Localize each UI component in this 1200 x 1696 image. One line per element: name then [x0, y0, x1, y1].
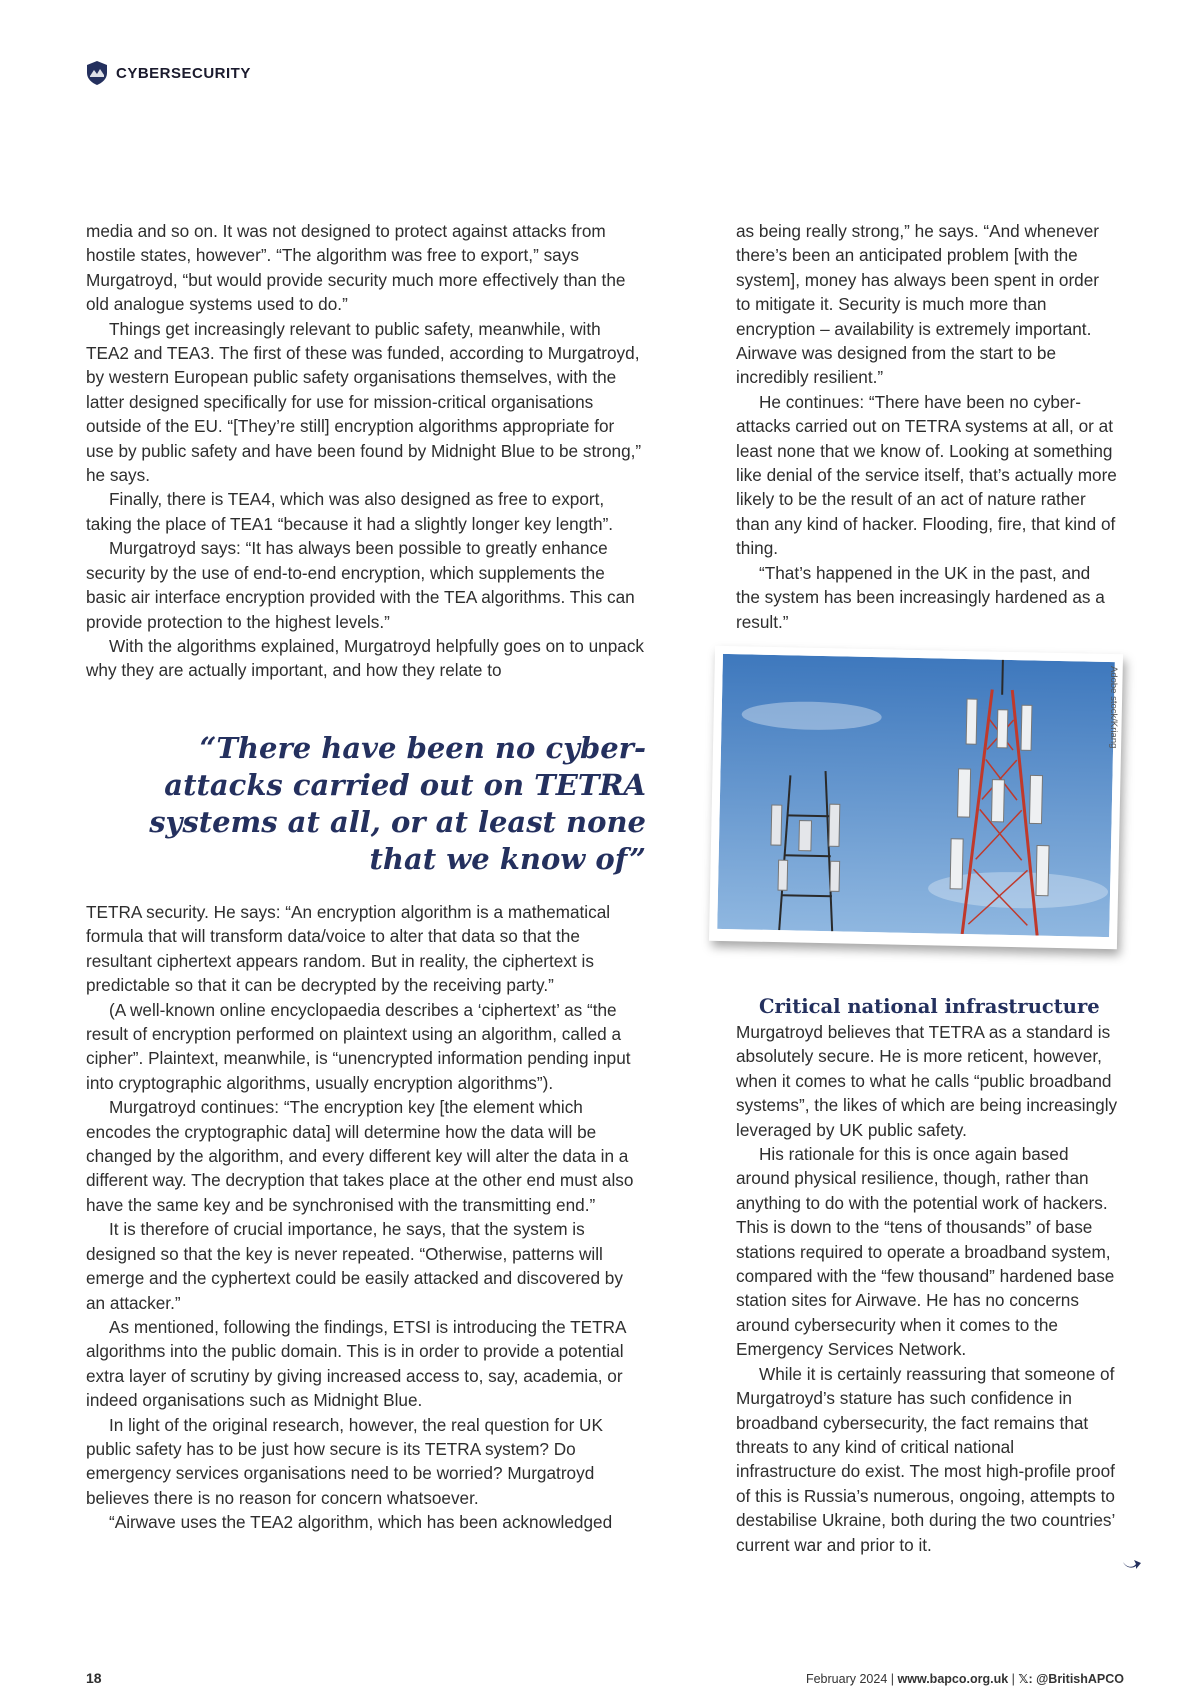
paragraph: “Airwave uses the TEA2 algorithm, which has been acknowledged [109, 1512, 613, 1533]
continue-arrow-icon [1122, 1557, 1142, 1571]
paragraph: Things get increasingly relevant to public safety, meanwhile, with TEA2 and TEA3. The first of these was funded, according to Murgatroyd, by western European public safety organisations themselves, with the latter designed specifically for use for mission-critical organisations outside of the EU. “[They’re still] encryption algorithms appropriate for use by public safety and have been found by Midnight Blue to be strong,” he says. [86, 318, 642, 486]
paragraph: While it is certainly reassuring that someone of Murgatroyd’s stature has such confidence in broadband cybersecurity, the fact remains that threats to any kind of critical national infrastructure do exist. The most high-profile proof of this is Russia’s numerous, ongoing, attempts to destabilise Ukraine, both during the two countries’ current war and prior to it. [736, 1363, 1115, 1555]
paragraph: As mentioned, following the findings, ETSI is introducing the TETRA algorithms into the public domain. This is in order to provide a potential extra layer of scrutiny by giving increased access to, say, academia, or indeed organisations such as Midnight Blue. [86, 1316, 626, 1411]
left-column-top [86, 219, 646, 683]
paragraph: His rationale for this is once again based around physical resilience, though, rather than anything to do with the potential work of hackers. This is down to the “tens of thousands” of base stations required to operate a broadband system, compared with the “few thousand” hardened base station sites for Airwave. He has no concerns around cybersecurity when it comes to the Emergency Services Network. [736, 1144, 1115, 1360]
social-handle[interactable]: 𝕏: @BritishAPCO [1018, 1672, 1124, 1686]
footer-separator: | [890, 1672, 895, 1686]
paragraph: (A well-known online encyclopaedia describes a ‘ciphertext’ as “the result of encryption performed on plaintext using an algorithm, called a cipher”. Plaintext, meanwhile, is “unencrypted information pending input into cryptographic algorithms, usually encryption algorithms”). [86, 999, 631, 1093]
paragraph: In light of the original research, however, the real question for UK public safety has to be just how secure is its TETRA system? Do emergency services organisations need to be worried? Murgatroyd believes there is no reason for concern whatsoever. [86, 1414, 603, 1508]
left-column-bottom [86, 900, 646, 1535]
right-column-bottom [736, 994, 1118, 1557]
website-link[interactable]: www.bapco.org.uk [897, 1672, 1009, 1686]
paragraph: “That’s happened in the UK in the past, and the system has been increasingly hardened as a result.” [736, 562, 1105, 632]
paragraph: media and so on. It was not designed to protect against attacks from hostile states, however”. “The algorithm was free to export,” says Murgatroyd, “but would provide security much more effectively than the old analogue systems used to do.” [86, 221, 626, 315]
paragraph: as being really strong,” he says. “And whenever there’s been an anticipated problem [with the system], money has always been spent in order to mitigate it. Security is much more than encryption – availability is extremely important. Airwave was designed from the start to be incredibly resilient.” [736, 221, 1100, 388]
section-header [86, 60, 251, 86]
photo-credit: Adobe stock/Kriang [1108, 666, 1119, 749]
pull-quote: “There have been no cyber-attacks carried out on TETRA systems at all, or at least none that we know of” [149, 731, 646, 876]
footer-separator: | [1011, 1672, 1015, 1686]
paragraph: TETRA security. He says: “An encryption algorithm is a mathematical formula that will transform data/voice to alter that data so that the resultant ciphertext appears random. But in reality, the ciphertext is predictable so that it can be decrypted by the receiving party.” [86, 902, 611, 996]
shield-logo-icon [86, 60, 108, 86]
page-number: 18 [86, 1670, 102, 1686]
paragraph: With the algorithms explained, Murgatroyd helpfully goes on to unpack why they are actually important, and how they relate to [86, 635, 645, 681]
paragraph: Murgatroyd believes that TETRA as a standard is absolutely secure. He is more reticent, however, when it comes to what he calls “public broadband systems”, the likes of which are being increasingly leveraged by UK public safety. [736, 1022, 1118, 1140]
paragraph: Murgatroyd continues: “The encryption key [the element which encodes the cryptographic data] will determine how the data will be changed by the algorithm, and every different key will alter the data in a different way. The decryption that takes place at the other end must also have the same key and be synchronised with the transmitting end.” [86, 1097, 634, 1215]
paragraph: He continues: “There have been no cyber-attacks carried out on TETRA systems at all, or at least none that we know of. Looking at something like denial of the service itself, that’s actually more likely to be the result of an act of nature rather than any kind of hacker. Flooding, fire, that kind of thing. [736, 391, 1117, 559]
telecom-masts-photo [709, 646, 1123, 949]
photo-illustration [717, 654, 1115, 937]
paragraph: Murgatroyd says: “It has always been possible to greatly enhance security by the use of end-to-end encryption, which supplements the basic air interface encryption provided with the TEA algorithms. This can provide protection to the highest levels.” [86, 538, 635, 632]
section-label: CYBERSECURITY [116, 64, 251, 82]
right-column-top [736, 219, 1118, 634]
subheading: Critical national infrastructure [759, 995, 1100, 1018]
paragraph: It is therefore of crucial importance, he says, that the system is designed so that the key is never repeated. “Otherwise, patterns will emerge and the cyphertext could be easily attacked and discovered by an attacker.” [86, 1219, 623, 1313]
footer-info [806, 1671, 1124, 1686]
issue-date: February 2024 [805, 1672, 888, 1686]
paragraph: Finally, there is TEA4, which was also designed as free to export, taking the place of TEA1 “because it had a slightly longer key length”. [86, 489, 614, 534]
